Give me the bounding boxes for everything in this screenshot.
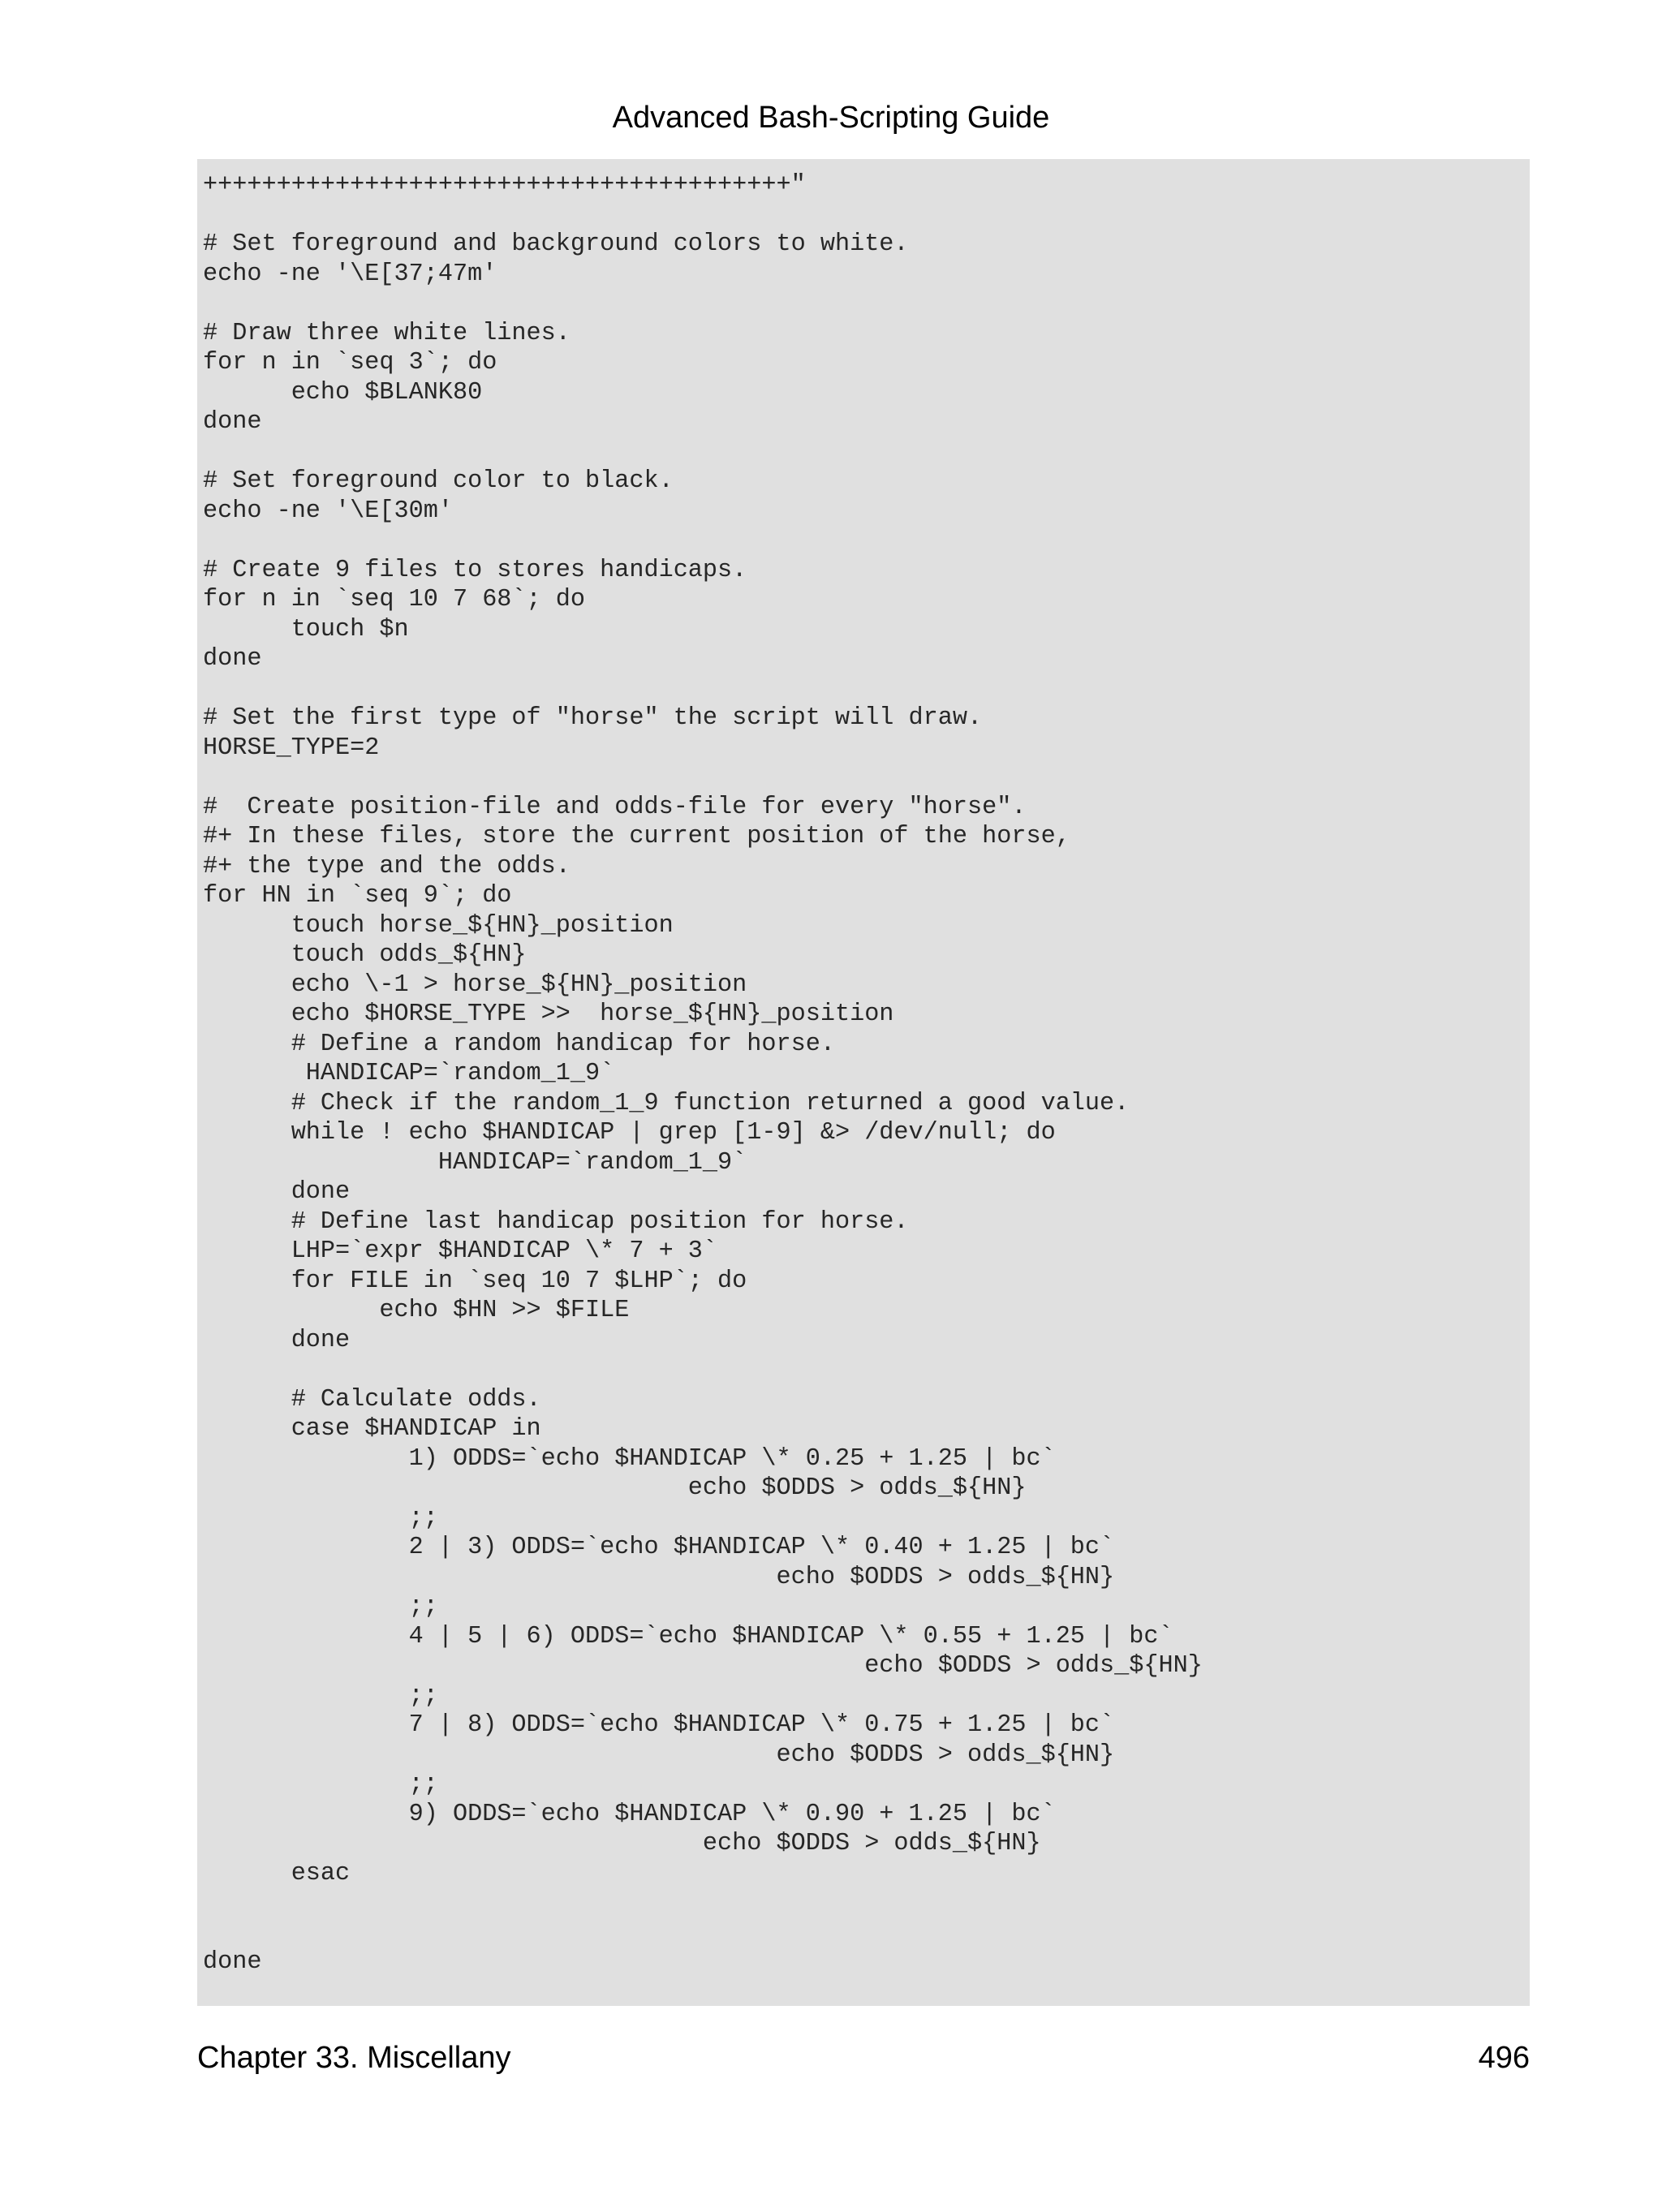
code-line: 2 | 3) ODDS=`echo $HANDICAP \* 0.40 + 1.25 | bc` [203,1534,1115,1561]
code-line: echo $HN >> $FILE [203,1297,630,1324]
code-line: echo $ODDS > odds_${HN} [203,1652,1203,1680]
code-line [203,1355,1530,1385]
code-line: HORSE_TYPE=2 [203,734,380,762]
code-line: #+ the type and the odds. [203,852,571,880]
code-line [203,674,1530,704]
code-line: ;; [203,1681,438,1710]
code-line: 4 | 5 | 6) ODDS=`echo $HANDICAP \* 0.55 + 1.25 | bc` [203,1622,1173,1650]
code-line [203,200,1530,230]
code-line [203,1918,1530,1948]
code-line: echo $ODDS > odds_${HN} [203,1741,1115,1769]
code-line: echo -ne '\E[30m' [203,497,453,525]
code-line: echo $HORSE_TYPE >> horse_${HN}_position [203,1001,894,1028]
code-line: # Set foreground color to black. [203,467,674,495]
code-line [203,763,1530,793]
chapter-title: Chapter 33. Miscellany [197,2041,511,2075]
code-line: #+ In these files, store the current position of the horse, [203,823,1070,850]
code-line: ++++++++++++++++++++++++++++++++++++++++" [203,171,806,199]
code-line: 7 | 8) ODDS=`echo $HANDICAP \* 0.75 + 1.25 | bc` [203,1711,1115,1739]
code-line: esac [203,1859,351,1887]
code-line: # Check if the random_1_9 function returned a good value. [203,1089,1130,1117]
code-line: # Calculate odds. [203,1385,541,1414]
code-line: # Define last handicap position for horse. [203,1207,909,1236]
code-line [203,526,1530,556]
code-line: touch horse_${HN}_position [203,911,674,940]
code-listing [197,159,1530,2006]
code-line: while ! echo $HANDICAP | grep [1-9] &> /dev/null; do [203,1119,1056,1147]
code-line: echo $ODDS > odds_${HN} [203,1563,1115,1591]
code-line: for n in `seq 3`; do [203,349,497,377]
code-line: for HN in `seq 9`; do [203,882,512,910]
code-line: # Define a random handicap for horse. [203,1030,835,1058]
code-line: # Create position-file and odds-file for every "horse". [203,793,1027,821]
code-line: case $HANDICAP in [203,1415,541,1443]
code-line: done [203,1948,262,1976]
code-line: 9) ODDS=`echo $HANDICAP \* 0.90 + 1.25 | bc` [203,1800,1056,1828]
code-line: # Draw three white lines. [203,319,571,347]
code-line: for FILE in `seq 10 7 $LHP`; do [203,1267,747,1295]
code-line: ;; [203,1771,438,1798]
page-number: 496 [1478,2041,1530,2075]
code-line: echo $BLANK80 [203,378,483,407]
code-line: done [203,408,262,436]
page-header-title: Advanced Bash-Scripting Guide [612,101,1050,135]
code-line: touch $n [203,615,409,643]
code-line [203,437,1530,467]
code-line: HANDICAP=`random_1_9` [203,1148,747,1177]
code-line: for n in `seq 10 7 68`; do [203,586,586,613]
code-line: LHP=`expr $HANDICAP \* 7 + 3` [203,1237,718,1265]
code-line: HANDICAP=`random_1_9` [203,1060,615,1087]
code-line: # Create 9 files to stores handicaps. [203,556,747,584]
code-line: touch odds_${HN} [203,941,527,969]
code-line: # Set the first type of "horse" the script will draw. [203,704,983,732]
code-line: done [203,1326,351,1354]
code-line [203,1888,1530,1918]
code-line: 1) ODDS=`echo $HANDICAP \* 0.25 + 1.25 | bc` [203,1444,1056,1473]
code-line: ;; [203,1593,438,1620]
code-line [203,289,1530,319]
code-line: echo $ODDS > odds_${HN} [203,1474,1027,1502]
code-line: # Set foreground and background colors to white. [203,230,909,258]
code-line: done [203,645,262,673]
code-line: echo \-1 > horse_${HN}_position [203,970,747,999]
code-line: done [203,1178,351,1206]
code-line: echo -ne '\E[37;47m' [203,260,497,288]
code-line: ;; [203,1504,438,1532]
code-line: echo $ODDS > odds_${HN} [203,1830,1041,1857]
